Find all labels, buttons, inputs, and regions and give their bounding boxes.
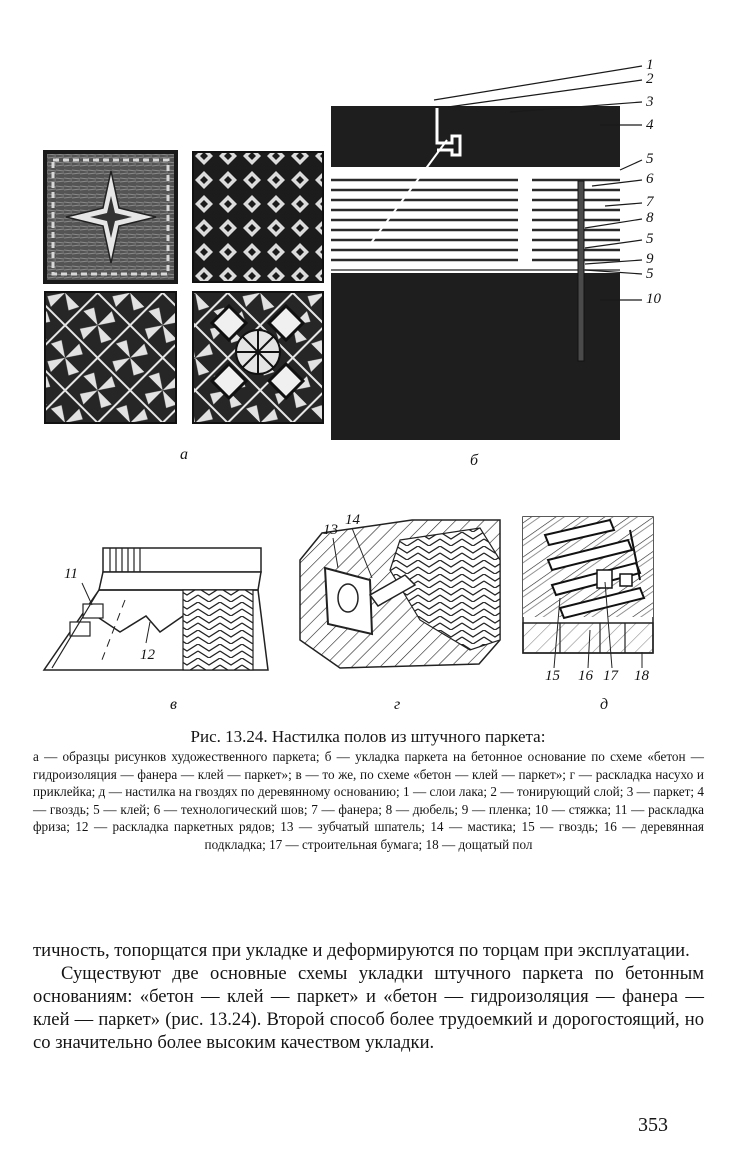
parquet-sample-rosette — [193, 292, 323, 423]
body-text — [33, 939, 704, 1054]
panel-label-d: д — [600, 696, 609, 713]
callout-d-16: 16 — [578, 668, 593, 684]
callout-b-5b: 5 — [646, 231, 654, 247]
callout-g-14: 14 — [345, 512, 360, 528]
callout-b-3: 3 — [646, 94, 654, 110]
callout-b-2: 2 — [646, 71, 654, 87]
callout-b-5c: 5 — [646, 266, 654, 282]
parquet-sample-diamond-grid — [193, 152, 323, 282]
callout-d-17: 17 — [603, 668, 618, 684]
panel-b-cross-section — [331, 66, 642, 440]
callout-b-7: 7 — [646, 194, 654, 210]
callout-d-15: 15 — [545, 668, 560, 684]
screed-layer — [331, 273, 620, 440]
paragraph-2: Существуют две основные схемы укладки штучного паркета по бетонным основаниям: «бетон — клей — паркет» и «бетон — гидроизоляция — фанера — клей — паркет» (рис. 13.24). Второй способ более трудоемкий и дорогостоящий, но со значительно более высоким качеством укладки. — [33, 963, 704, 1053]
panel-a-samples — [45, 152, 323, 423]
callout-b-10: 10 — [646, 291, 661, 307]
parquet-layer — [331, 106, 620, 167]
figure-caption-body: а — образцы рисунков художественного паркета; б — укладка паркета на бетонное основание по схеме «бетон — гидроизоляция — фанера — клей — паркет»; в — то же, по схеме «бетон — клей — паркет»; г — раскладка насухо и приклейка; д — настилка на гвоздях по деревянному основанию; 1 — слои лака; 2 — тонирующий слой; 3 — паркет; 4 — гвоздь; 5 — клей; 6 — технологический шов; 7 — фанера; 8 — дюбель; 9 — пленка; 10 — стяжка; 11 — раскладка фриза; 12 — раскладка паркетных рядов; 13 — зубчатый шпатель; 14 — мастика; 15 — гвоздь; 16 — деревянная подкладка; 17 — строительная бумага; 18 — дощатый пол — [33, 749, 704, 852]
technological-seam — [518, 174, 532, 266]
parquet-sample-pinwheel — [45, 292, 176, 423]
panel-d-drawing — [523, 517, 653, 668]
callout-b-8: 8 — [646, 210, 654, 226]
callout-v-12: 12 — [140, 647, 155, 663]
panel-label-g: г — [394, 696, 401, 713]
callout-b-9: 9 — [646, 251, 654, 267]
figure-caption-title: Рис. 13.24. Настилка полов из штучного паркета: — [190, 727, 546, 746]
callout-b-5a: 5 — [646, 151, 654, 167]
panel-g-drawing — [300, 520, 500, 668]
callout-g-13: 13 — [323, 522, 338, 538]
paragraph-1: тичность, топорщатся при укладке и деформируются по торцам при эксплуатации. — [33, 940, 690, 961]
callout-b-1: 1 — [646, 57, 654, 73]
dowel — [578, 181, 584, 361]
panel-label-v: в — [170, 696, 177, 713]
panel-label-a: а — [180, 446, 188, 463]
parquet-sample-star — [45, 152, 176, 282]
callout-b-4: 4 — [646, 117, 654, 133]
panel-label-b: б — [470, 452, 479, 469]
callout-d-18: 18 — [634, 668, 649, 684]
callout-b-6: 6 — [646, 171, 654, 187]
page-number: 353 — [638, 1114, 668, 1136]
callout-v-11: 11 — [64, 566, 78, 582]
